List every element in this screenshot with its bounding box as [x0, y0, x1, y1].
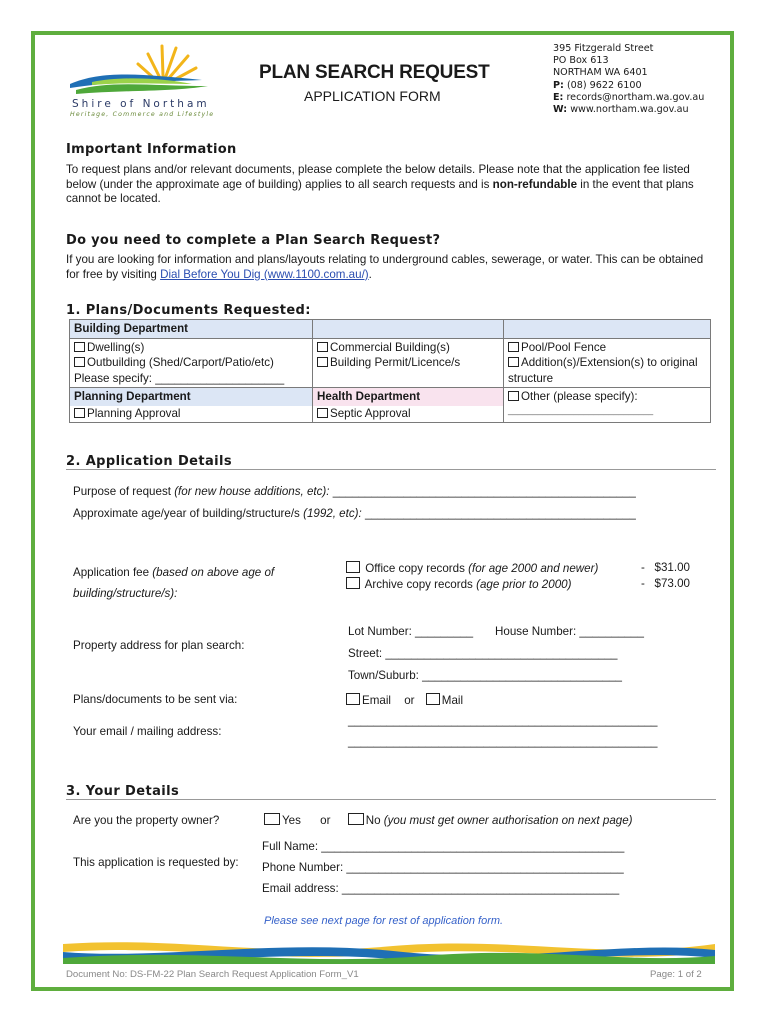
septic-checkbox[interactable]	[317, 408, 328, 418]
mailing-label: Your email / mailing address:	[73, 725, 222, 738]
email-field[interactable]: Email address: ___________________________________________	[262, 882, 620, 895]
purpose-hint: (for new house additions, etc):	[174, 485, 330, 498]
requested-by-label: This application is requested by:	[73, 856, 239, 869]
health-dept-header: Health Department	[313, 388, 503, 406]
address-line: PO Box 613	[553, 55, 609, 67]
next-page-note: Please see next page for rest of application form.	[264, 915, 504, 927]
age-field[interactable]: __________________________________________	[361, 507, 636, 520]
other-checkbox[interactable]	[508, 391, 519, 401]
contact-block	[553, 43, 704, 116]
owner-yes-checkbox[interactable]	[264, 813, 280, 825]
house-number-field[interactable]: House Number: __________	[495, 625, 644, 638]
header-blank	[504, 320, 711, 339]
important-text-b: in the event that plans cannot be located.	[66, 177, 694, 205]
owner-no-checkbox[interactable]	[348, 813, 364, 825]
phone-number: (08) 9622 6100	[566, 79, 642, 91]
no-hint: (you must get owner authorisation on next page)	[383, 814, 633, 827]
mailing-field-1[interactable]: ________________________________________________	[348, 714, 658, 727]
logo-tagline: Heritage, Commerce and Lifestyle	[70, 111, 215, 118]
building-dept-header: Building Department	[70, 320, 313, 339]
planning-approval-checkbox[interactable]	[74, 408, 85, 418]
fee-hint: (based on above age of building/structure/s):	[73, 566, 275, 600]
need-text	[66, 253, 712, 282]
age-label: Approximate age/year of building/structure/s	[73, 507, 304, 520]
addition-label: Addition(s)/Extension(s) to original structure	[508, 356, 698, 385]
office-row	[346, 561, 598, 575]
town-field[interactable]: Town/Suburb: _______________________________	[348, 669, 622, 682]
owner-options	[264, 813, 633, 827]
page-number: Page: 1 of 2	[650, 969, 702, 980]
archive-copy-checkbox[interactable]	[346, 577, 360, 589]
septic-label: Septic Approval	[330, 406, 411, 420]
please-specify-field[interactable]: Please specify: ____________________	[74, 371, 285, 385]
planning-approval-label: Planning Approval	[87, 406, 181, 420]
mail-checkbox[interactable]	[426, 693, 440, 705]
phone-label: P:	[553, 79, 564, 91]
office-price: - $31.00	[641, 561, 690, 574]
lot-field[interactable]: Lot Number: _________	[348, 625, 474, 638]
permit-checkbox[interactable]	[317, 357, 328, 367]
archive-label: Archive copy records	[364, 578, 477, 591]
email-line	[553, 92, 704, 104]
health-cell	[313, 388, 504, 423]
web-label: W:	[553, 104, 568, 116]
permit-label: Building Permit/Licence/s	[330, 356, 461, 369]
owner-question: Are you the property owner?	[73, 814, 220, 827]
section3-heading: 3. Your Details	[66, 784, 180, 799]
office-copy-checkbox[interactable]	[346, 561, 360, 573]
building-col2	[313, 338, 504, 388]
email-label: E:	[553, 91, 564, 103]
archive-hint: (age prior to 2000)	[476, 578, 572, 591]
important-bold: non-refundable	[492, 177, 578, 191]
phone-field[interactable]: Phone Number: ___________________________________________	[262, 861, 624, 874]
purpose-label: Purpose of request	[73, 485, 175, 498]
email-checkbox[interactable]	[346, 693, 360, 705]
pool-label: Pool/Pool Fence	[521, 340, 607, 354]
sent-via-options	[346, 693, 463, 707]
section2-divider	[66, 469, 716, 470]
other-label: Other (please specify):	[521, 390, 638, 403]
age-row	[73, 507, 636, 520]
addition-checkbox[interactable]	[508, 357, 519, 367]
outbuilding-label: Outbuilding (Shed/Carport/Patio/etc)	[87, 356, 274, 369]
archive-row	[346, 577, 571, 591]
full-name-field[interactable]: Full Name: _______________________________________________	[262, 840, 625, 853]
purpose-row	[73, 485, 636, 498]
planning-dept-header: Planning Department	[70, 388, 312, 406]
no-label: No	[365, 814, 384, 827]
address-line: NORTHAM WA 6401	[553, 67, 648, 79]
section1-heading: 1. Plans/Documents Requested:	[66, 303, 311, 318]
logo-graphic-icon	[62, 40, 212, 100]
dwelling-checkbox[interactable]	[74, 342, 85, 352]
dial-before-you-dig-link[interactable]: Dial Before You Dig (www.1100.com.au/)	[160, 267, 369, 281]
section3-divider	[66, 799, 716, 800]
or-text: or	[320, 814, 331, 827]
plans-table	[69, 319, 711, 423]
web-line	[553, 104, 704, 116]
other-specify-line[interactable]: _____________________________	[508, 404, 654, 415]
archive-price: - $73.00	[641, 577, 690, 590]
shire-logo	[62, 40, 215, 120]
office-label: Office copy records	[365, 562, 469, 575]
email-address[interactable]: records@northam.wa.gov.au	[566, 91, 705, 103]
logo-name: Shire of Northam	[72, 98, 210, 110]
section2-heading: 2. Application Details	[66, 454, 232, 469]
or-text: or	[404, 694, 415, 707]
footer-banner-graphic	[63, 938, 715, 964]
building-col1	[70, 338, 313, 388]
mailing-field-2[interactable]: ________________________________________________	[348, 735, 658, 748]
purpose-field[interactable]: _______________________________________________	[329, 485, 636, 498]
yes-label: Yes	[282, 814, 301, 827]
street-field[interactable]: Street: ____________________________________	[348, 647, 618, 660]
need-text-b: .	[368, 267, 372, 281]
age-hint: (1992, etc):	[303, 507, 362, 520]
important-text-a: To request plans and/or relevant documents, please complete the below details. Please note that the application fee listed below (under the approximate age of building) applies to all search requests and is	[66, 163, 690, 191]
planning-cell	[70, 388, 313, 423]
outbuilding-checkbox[interactable]	[74, 357, 85, 367]
email-option-label: Email	[362, 694, 391, 707]
mail-option-label: Mail	[441, 694, 464, 707]
other-cell	[504, 388, 711, 423]
need-text-a: If you are looking for information and plans/layouts relating to underground cables, sewerage, or water. This can be obtained for free by visiting	[66, 253, 704, 281]
document-number: Document No: DS-FM-22 Plan Search Request Application Form_V1	[66, 969, 359, 980]
sent-via-label: Plans/documents to be sent via:	[73, 693, 238, 706]
fee-label-text: Application fee	[73, 566, 153, 579]
property-label: Property address for plan search:	[73, 639, 245, 652]
need-heading: Do you need to complete a Plan Search Request?	[66, 233, 441, 248]
web-address[interactable]: www.northam.wa.gov.au	[570, 104, 689, 116]
important-text	[66, 163, 712, 207]
dwelling-label: Dwelling(s)	[87, 340, 145, 354]
important-heading: Important Information	[66, 142, 237, 157]
office-hint: (for age 2000 and newer)	[468, 562, 599, 575]
phone-line	[553, 80, 704, 92]
commercial-checkbox[interactable]	[317, 342, 328, 352]
building-col3	[504, 338, 711, 388]
header-blank	[313, 320, 504, 339]
pool-checkbox[interactable]	[508, 342, 519, 352]
commercial-label: Commercial Building(s)	[330, 340, 450, 354]
page-subtitle: APPLICATION FORM	[304, 88, 441, 104]
address-line: 395 Fitzgerald Street	[553, 43, 654, 54]
page-title: PLAN SEARCH REQUEST	[259, 62, 490, 83]
fee-label	[73, 562, 313, 604]
